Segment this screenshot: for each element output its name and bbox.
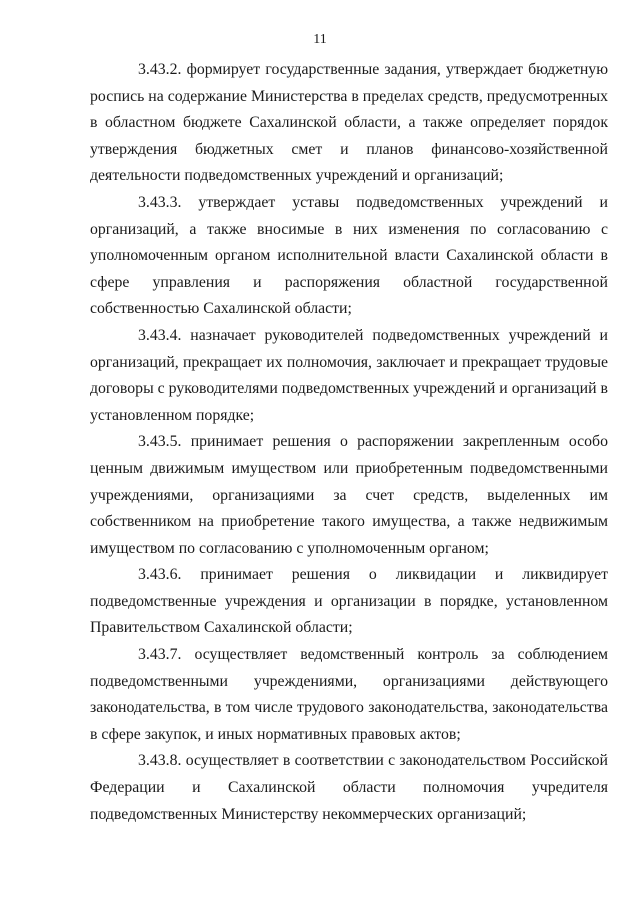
paragraph-3-43-8: 3.43.8. осуществляет в соответствии с законодательством Российской Федерации и Сахалинской области полномочия учредителя подведомственных Министерству некоммерческих организаций;: [90, 752, 608, 823]
paragraph-3-43-4: 3.43.4. назначает руководителей подведомственных учреждений и организаций, прекращает их полномочия, заключает и прекращает трудовые договоры с руководителями подведомственных учреждений и организаций в установленном порядке;: [90, 326, 608, 424]
page-number: 11: [313, 32, 327, 47]
paragraph-3-43-3: 3.43.3. утверждает уставы подведомственных учреждений и организаций, а также вносимые в них изменения по согласованию с уполномоченным органом исполнительной власти Сахалинской области в сфере управления и распоряжения областной государственной собственностью Сахалинской области;: [90, 193, 608, 318]
paragraph-3-43-6: 3.43.6. принимает решения о ликвидации и ликвидирует подведомственные учреждения и организации в порядке, установленном Правительством Сахалинской области;: [90, 566, 608, 637]
document-body: [90, 57, 608, 828]
paragraph-3-43-7: 3.43.7. осуществляет ведомственный контроль за соблюдением подведомственными учреждениями, организациями действующего законодательства, в том числе трудового законодательства, законодательства в сфере закупок, и иных нормативных правовых актов;: [90, 646, 608, 743]
paragraph-3-43-2: 3.43.2. формирует государственные задания, утверждает бюджетную роспись на содержание Министерства в пределах средств, предусмотренных в областном бюджете Сахалинской области, а также определяет порядок утверждения бюджетных смет и планов финансово-хозяйственной деятельности подведомственных учреждений и организаций;: [90, 61, 608, 185]
paragraph-3-43-5: 3.43.5. принимает решения о распоряжении закрепленным особо ценным движимым имуществом или приобретенным подведомственными учреждениями, организациями за счет средств, выделенных им собственником на приобретение такого имущества, а также недвижимым имуществом по согласованию с уполномоченным органом;: [90, 433, 608, 557]
